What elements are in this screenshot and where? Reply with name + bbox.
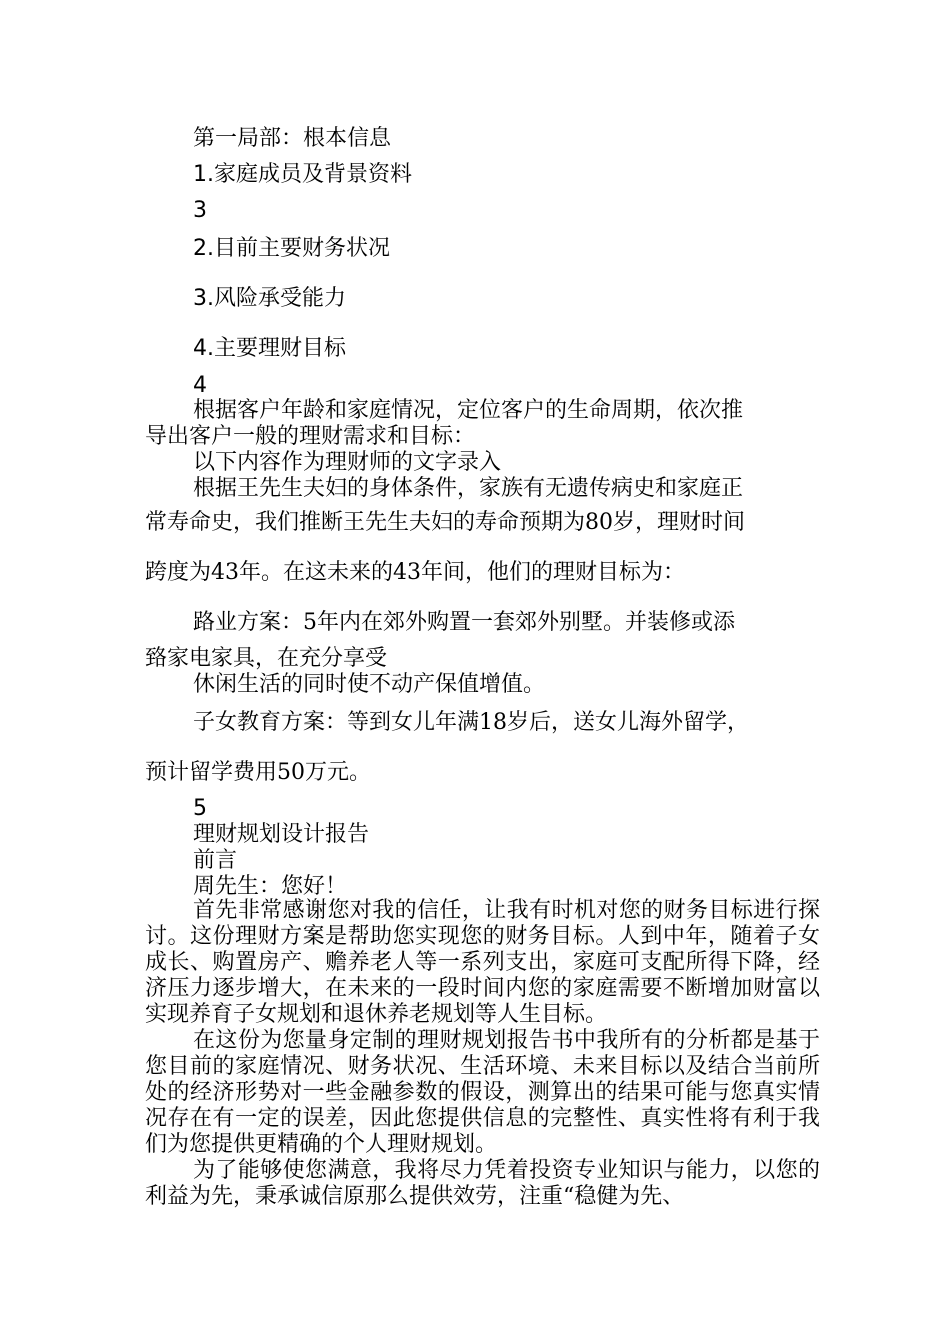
paragraph: 首先非常感谢您对我的信任，让我有时机对您的财务目标进行探讨。这份理财方案是帮助您实现您的财务目标。人到中年，随着子女成长、购置房产、赡养老人等一系列支出，家庭可支配所得下降，经济压力逐步增大，在未来的一段时间内您的家庭需要不断增加财富以实现养育子女规划和退休养老规划等人生目标。 <box>145 898 820 1027</box>
toc-item-4: 4.主要理财目标 <box>193 336 346 361</box>
body-text <box>145 898 820 1210</box>
housing-plan-line: 臵家电家具，在充分享受 <box>145 646 388 671</box>
education-plan-line: 预计留学费用50万元。 <box>145 760 371 785</box>
paragraph: 为了能够使您满意，我将尽力凭着投资专业知识与能力，以您的利益为先，秉承诚信原那么提供效劳，注重“稳健为先、 <box>145 1158 820 1209</box>
lifespan-line: 跨度为43年。在这未来的43年间，他们的理财目标为： <box>145 560 685 585</box>
intro-line: 根据客户年龄和家庭情况，定位客户的生命周期，依次推 <box>193 398 744 423</box>
preface-heading: 前言 <box>193 848 238 873</box>
page-number: 3 <box>193 198 207 223</box>
section-title: 第一局部：根本信息 <box>193 126 392 151</box>
page-number: 5 <box>193 796 207 821</box>
toc-item-2: 2.目前主要财务状况 <box>193 236 390 261</box>
toc-item-1: 1.家庭成员及背景资料 <box>193 162 412 187</box>
education-plan-line: 子女教育方案：等到女儿年满18岁后，送女儿海外留学， <box>193 710 749 735</box>
housing-plan-line: 路业方案：5年内在郊外购置一套郊外别墅。并装修或添 <box>193 610 735 635</box>
housing-plan-line: 休闲生活的同时使不动产保值增值。 <box>193 672 546 697</box>
lifespan-line: 常寿命史，我们推断王先生夫妇的寿命预期为80岁，理财时间 <box>145 510 745 535</box>
toc-item-3: 3.风险承受能力 <box>193 286 346 311</box>
lifespan-line: 根据王先生夫妇的身体条件，家族有无遗传病史和家庭正 <box>193 476 744 501</box>
page-number: 4 <box>193 373 207 398</box>
paragraph: 在这份为您量身定制的理财规划报告书中我所有的分析都是基于您目前的家庭情况、财务状况、生活环境、未来目标以及结合当前所处的经济形势对一些金融参数的假设，测算出的结果可能与您真实情况存在有一定的误差，因此您提供信息的完整性、真实性将有利于我们为您提供更精确的个人理财规划。 <box>145 1028 820 1157</box>
report-title: 理财规划设计报告 <box>193 822 370 847</box>
input-note: 以下内容作为理财师的文字录入 <box>193 450 502 475</box>
intro-line: 导出客户一般的理财需求和目标： <box>145 424 476 449</box>
greeting: 周先生：您好！ <box>193 874 348 899</box>
